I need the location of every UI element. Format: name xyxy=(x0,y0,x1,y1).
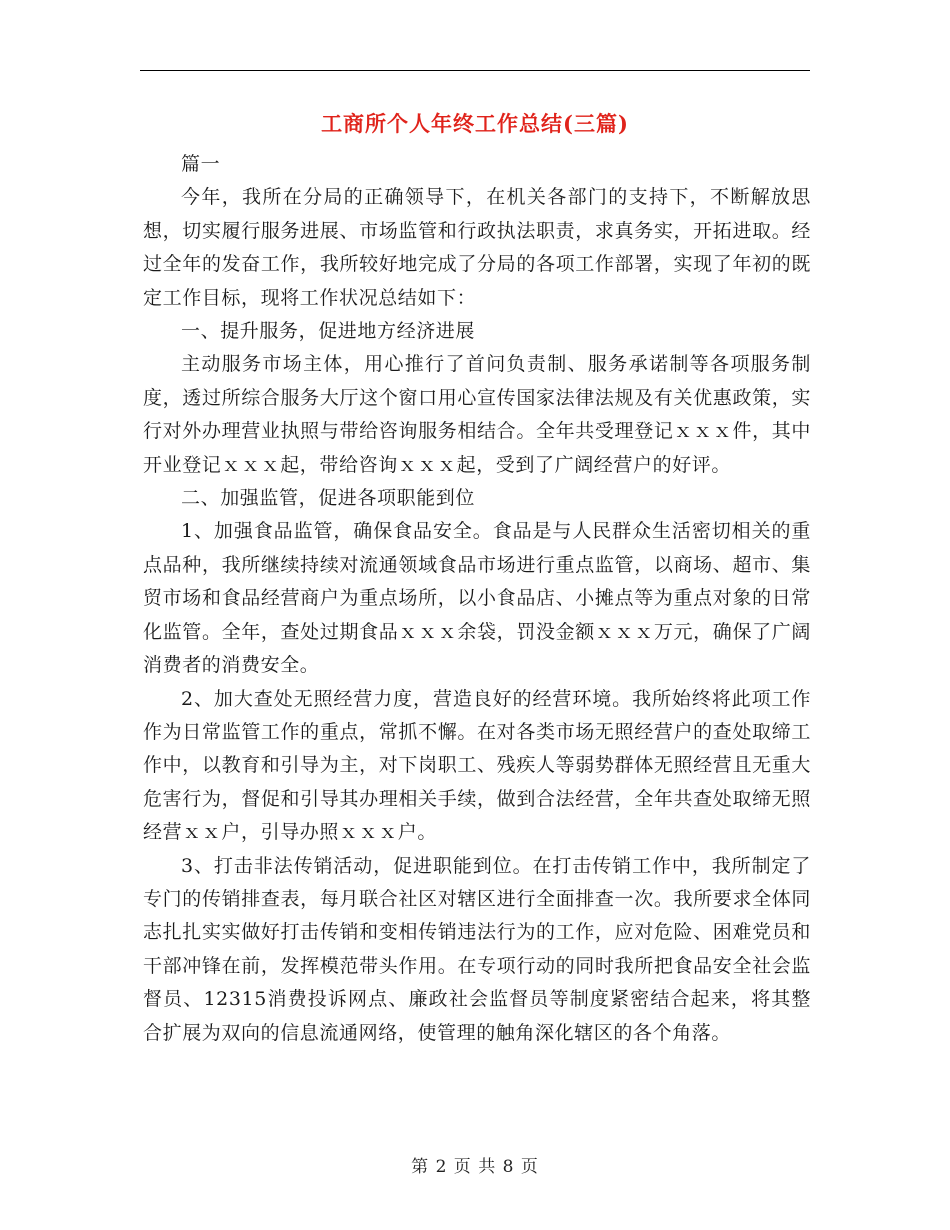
document-body xyxy=(143,148,811,1050)
service-paragraph: 主动服务市场主体，用心推行了首问负责制、服务承诺制等各项服务制度，透过所综合服务大厅这个窗口用心宣传国家法律法规及有关优惠政策，实行对外办理营业执照与带给咨询服务相结合。全年共受理登记ｘｘｘ件，其中开业登记ｘｘｘ起，带给咨询ｘｘｘ起，受到了广阔经营户的好评。 xyxy=(143,353,811,476)
section-heading-1: 一、提升服务，促进地方经济进展 xyxy=(181,320,476,343)
intro-paragraph: 今年，我所在分局的正确领导下，在机关各部门的支持下，不断解放思想，切实履行服务进展、市场监管和行政执法职责，求真务实，开拓进取。经过全年的发奋工作，我所较好地完成了分局的各项工作部署，实现了年初的既定工作目标，现将工作状况总结如下： xyxy=(143,186,811,309)
document-title: 工商所个人年终工作总结(三篇) xyxy=(321,111,629,136)
unlicensed-business-paragraph: 2、加大查处无照经营力度，营造良好的经营环境。我所始终将此项工作作为日常监管工作的重点，常抓不懈。在对各类市场无照经营户的查处取缔工作中，以教育和引导为主，对下岗职工、残疾人等弱势群体无照经营且无重大危害行为，督促和引导其办理相关手续，做到合法经营，全年共查处取缔无照经营ｘｘ户，引导办照ｘｘｘ户。 xyxy=(143,687,811,844)
food-safety-paragraph: 1、加强食品监管，确保食品安全。食品是与人民群众生活密切相关的重点品种，我所继续持续对流通领域食品市场进行重点监管，以商场、超市、集贸市场和食品经营商户为重点场所，以小食品店、小摊点等为重点对象的日常化监管。全年，查处过期食品ｘｘｘ余袋，罚没金额ｘｘｘ万元，确保了广阔消费者的消费安全。 xyxy=(143,520,811,677)
page-number: 第 2 页 共 8 页 xyxy=(411,1157,539,1177)
section-heading-2: 二、加强监管，促进各项职能到位 xyxy=(181,487,476,510)
header-rule xyxy=(140,70,810,71)
section-label: 篇一 xyxy=(181,153,221,175)
pyramid-selling-paragraph: 3、打击非法传销活动，促进职能到位。在打击传销工作中，我所制定了专门的传销排查表，每月联合社区对辖区进行全面排查一次。我所要求全体同志扎扎实实做好打击传销和变相传销违法行为的工作，应对危险、困难党员和干部冲锋在前，发挥模范带头作用。在专项行动的同时我所把食品安全社会监督员、12315消费投诉网点、廉政社会监督员等制度紧密结合起来，将其整合扩展为双向的信息流通网络，使管理的触角深化辖区的各个角落。 xyxy=(143,854,811,1044)
